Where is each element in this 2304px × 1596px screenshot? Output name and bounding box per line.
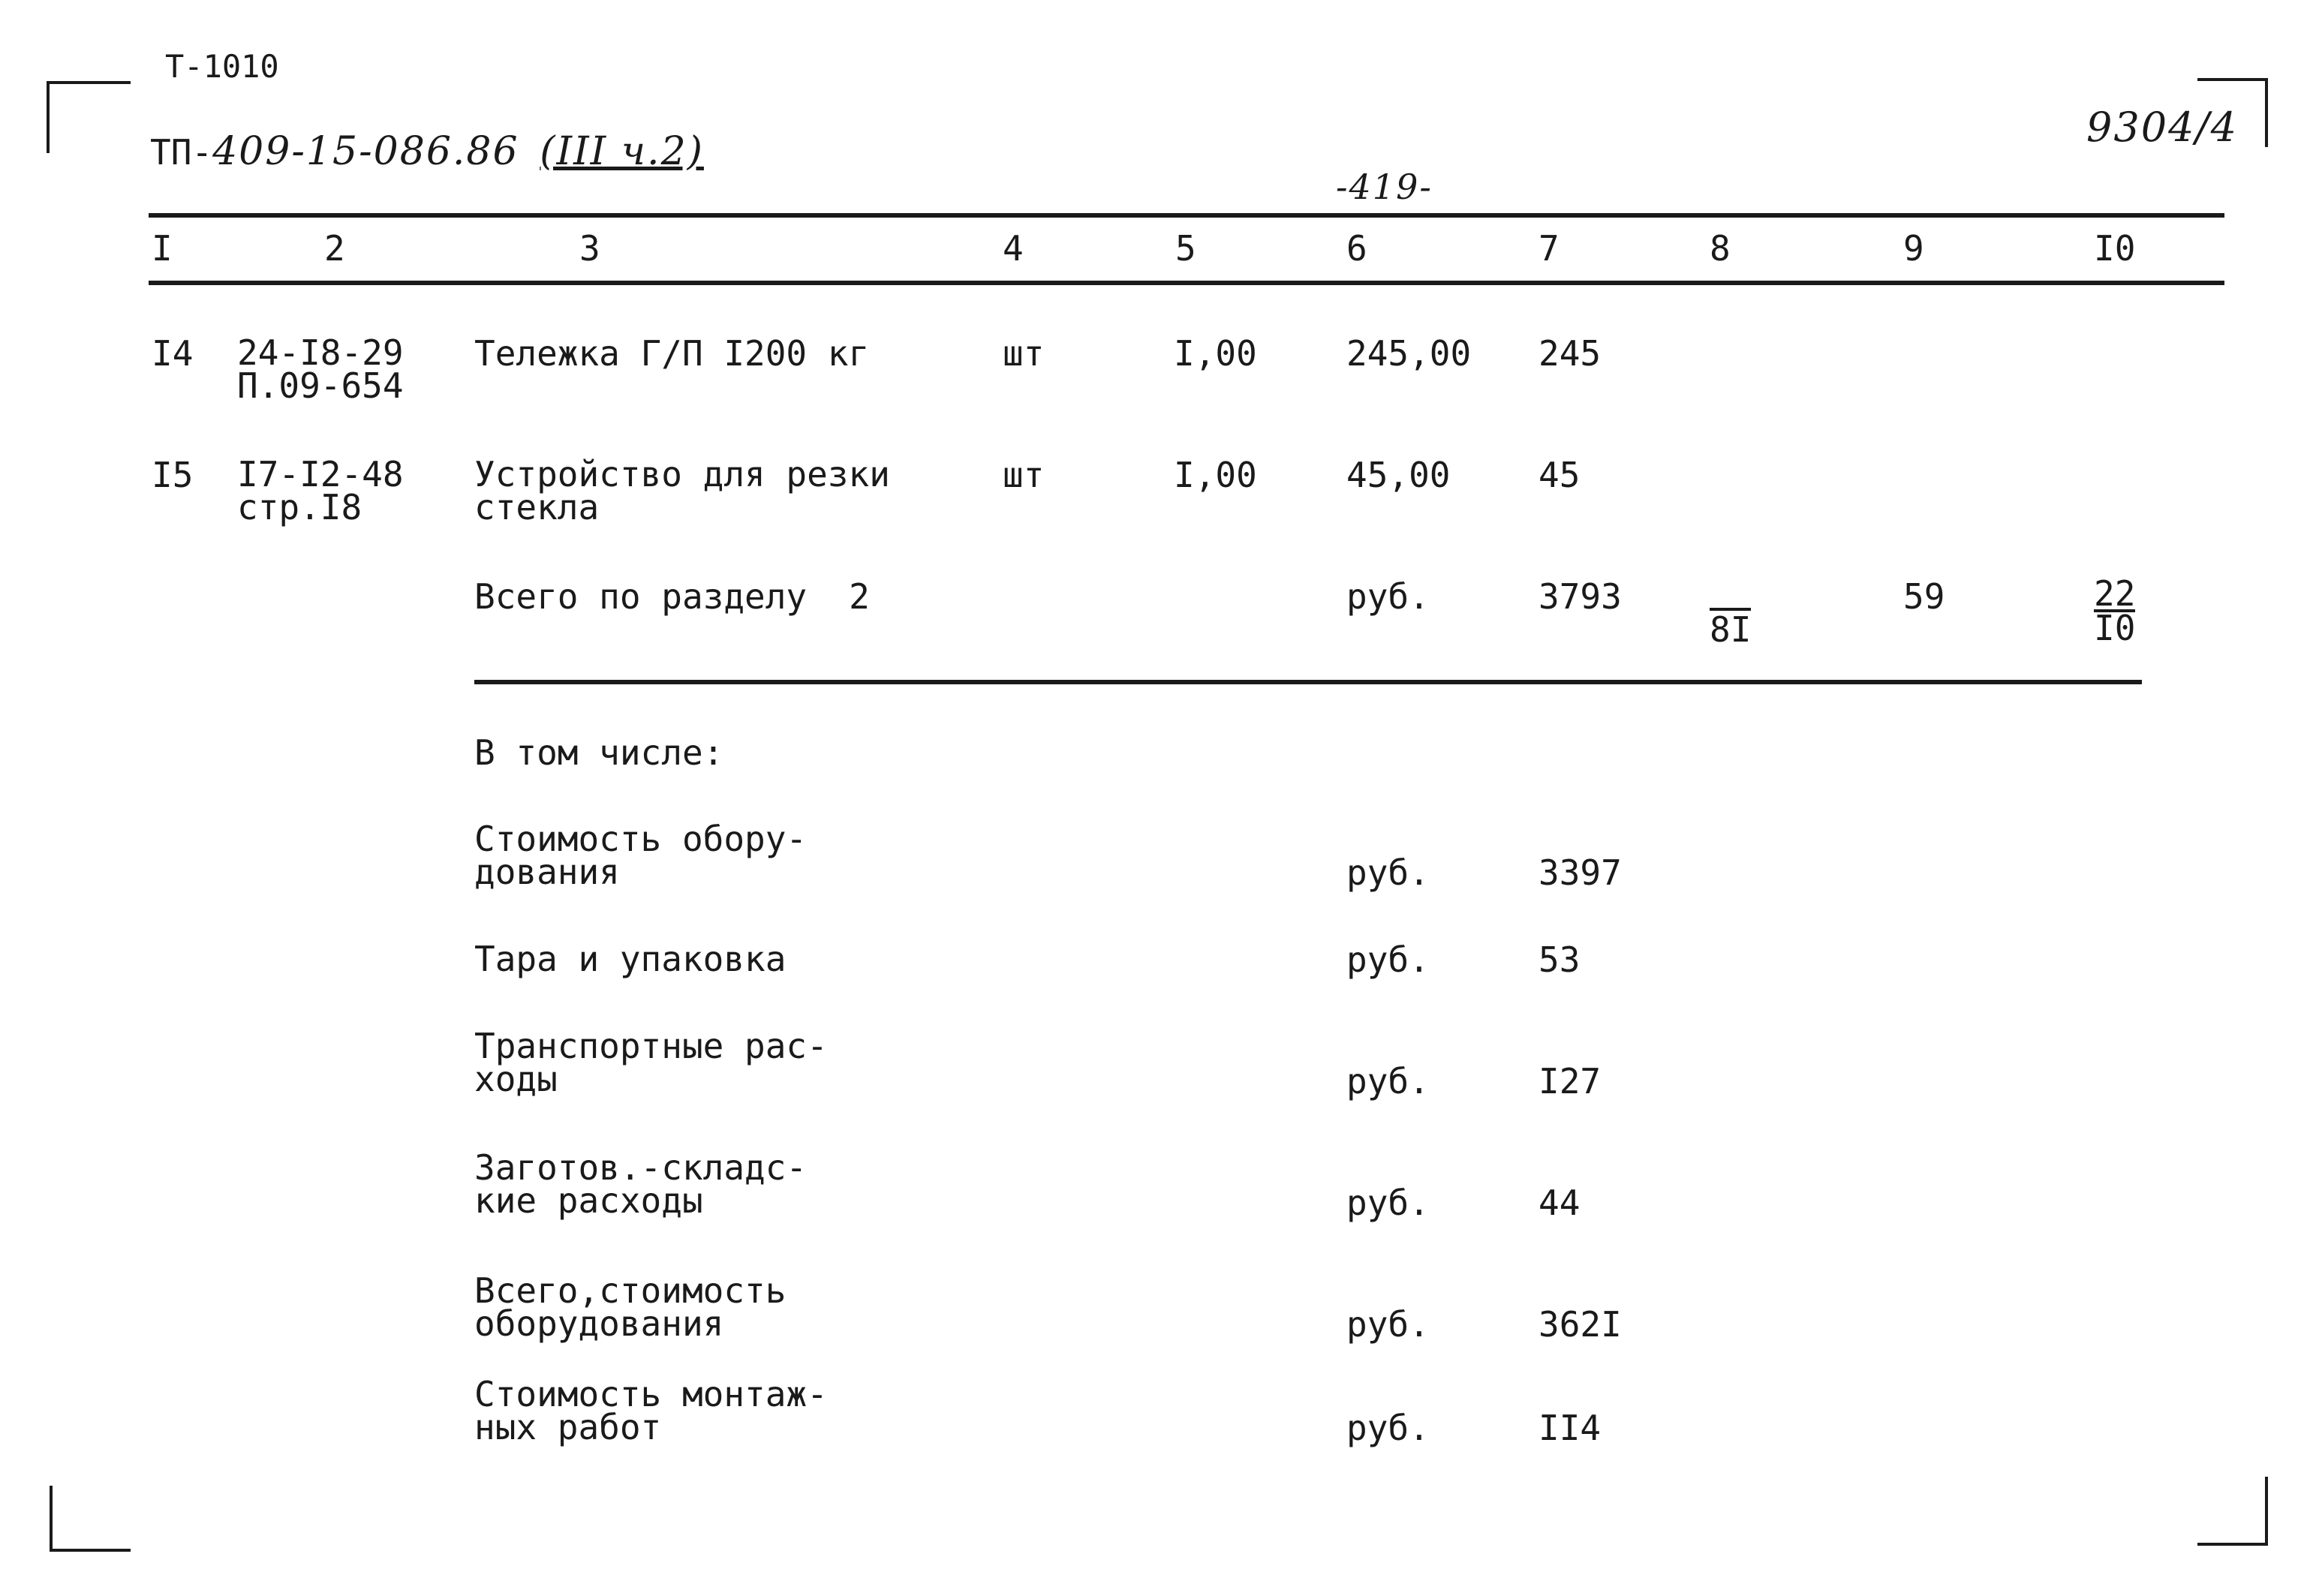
column-header: 6 (1346, 228, 1367, 269)
breakdown-unit: руб. (1346, 1408, 1430, 1448)
item-price: 245,00 (1346, 333, 1472, 374)
item-total: 45 (1539, 455, 1581, 495)
section-total-label: Всего по разделу 2 (474, 576, 870, 617)
column-header: 7 (1539, 228, 1560, 269)
column-header: I0 (2094, 228, 2136, 269)
row-number: I4 (152, 333, 194, 374)
breakdown-label: Заготов.-складс- кие расходы (474, 1147, 808, 1221)
breakdown-label: Тара и упаковка (474, 939, 787, 979)
breakdown-unit: руб. (1346, 1061, 1430, 1102)
breakdown-label: Стоимость обору- дования (474, 819, 808, 892)
column-header: I (152, 228, 173, 269)
breakdown-unit: руб. (1346, 1183, 1430, 1223)
breakdown-value: 362I (1539, 1304, 1622, 1345)
item-total: 245 (1539, 333, 1602, 374)
project-prefix: ТП- (150, 132, 213, 173)
section-total-col8: 8I (1710, 609, 1752, 650)
header-rule-top (149, 213, 2224, 218)
breakdown-label: Транспортные рас- ходы (474, 1026, 828, 1099)
header-rule-bottom (149, 281, 2224, 285)
breakdown-value: I27 (1539, 1061, 1602, 1102)
crop-mark-top-left (47, 81, 131, 153)
column-header: 8 (1710, 228, 1731, 269)
project-number: 409-15-086.86 (212, 129, 519, 174)
column-header: 9 (1903, 228, 1924, 269)
project-designation (150, 129, 704, 174)
section-total-col10 (2094, 573, 2136, 648)
column-header: 5 (1175, 228, 1196, 269)
breakdown-value: 3397 (1539, 852, 1622, 893)
section-total-unit: руб. (1346, 576, 1430, 617)
sheet-number: 9304/4 (2086, 104, 2238, 151)
doc-code: Т-1010 (165, 48, 279, 85)
section-rule (474, 680, 2142, 684)
breakdown-unit: руб. (1346, 1304, 1430, 1345)
section-total-col7: 3793 (1539, 576, 1622, 617)
crop-mark-bottom-right (2197, 1477, 2268, 1546)
section-total-col9: 59 (1903, 576, 1945, 617)
breakdown-value: 44 (1539, 1183, 1581, 1223)
breakdown-value: 53 (1539, 939, 1581, 980)
breakdown-unit: руб. (1346, 852, 1430, 893)
project-part: (III ч.2) (540, 129, 704, 174)
item-code: I7-I2-48 стр.I8 (237, 454, 404, 527)
item-price: 45,00 (1346, 455, 1451, 495)
crop-mark-bottom-left (50, 1486, 131, 1552)
col10-numerator: 22 (2094, 573, 2136, 614)
column-header: 2 (324, 228, 345, 269)
item-name: Устройство для резки стекла (474, 454, 890, 527)
breakdown-value: II4 (1539, 1408, 1602, 1448)
col10-denominator: I0 (2094, 608, 2136, 648)
item-unit: шт (1003, 455, 1045, 495)
breakdown-unit: руб. (1346, 939, 1430, 980)
item-quantity: I,00 (1174, 333, 1257, 374)
item-unit: шт (1003, 333, 1045, 374)
column-header: 3 (579, 228, 600, 269)
breakdown-label: Стоимость монтаж- ных работ (474, 1374, 828, 1447)
item-code: 24-I8-29 П.09-654 (237, 332, 404, 406)
breakdown-label: Всего,стоимость оборудования (474, 1270, 787, 1344)
including-label: В том числе: (474, 732, 724, 773)
page-number: -419- (1336, 167, 1433, 207)
column-header: 4 (1003, 228, 1024, 269)
item-quantity: I,00 (1174, 455, 1257, 495)
item-name: Тележка Г/П I200 кг (474, 333, 870, 374)
row-number: I5 (152, 455, 194, 495)
